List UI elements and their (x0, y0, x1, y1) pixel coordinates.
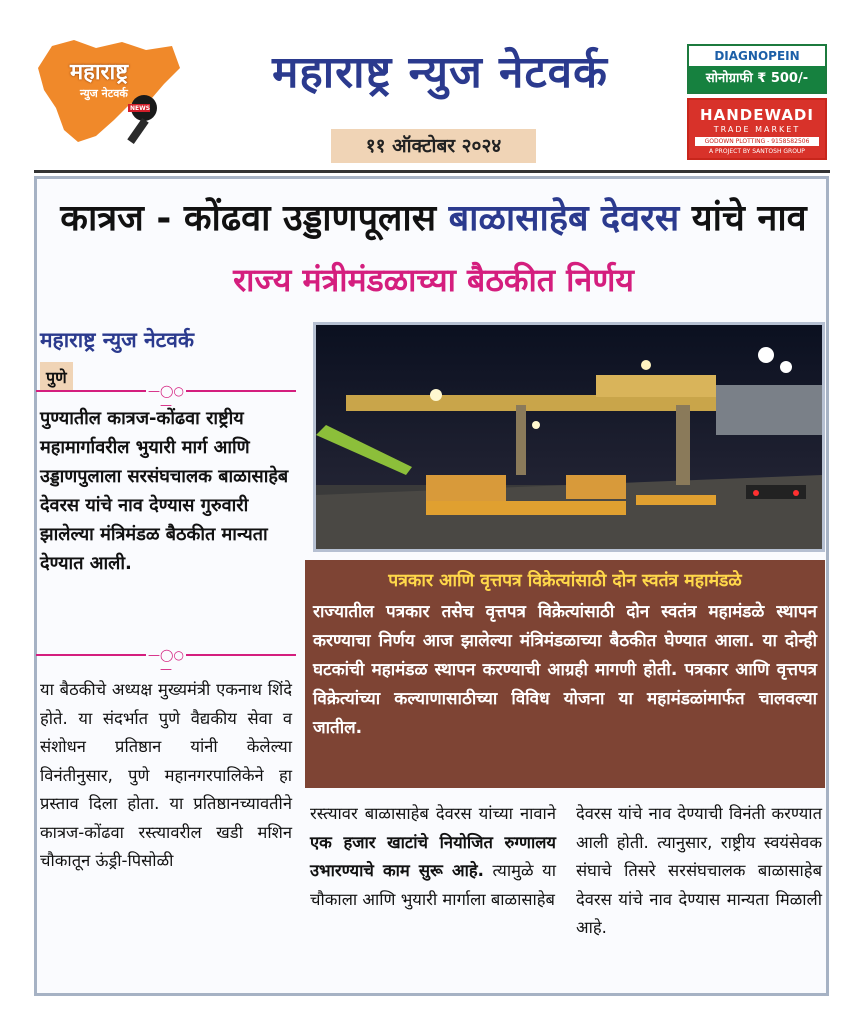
ad-handewadi[interactable] (687, 98, 827, 160)
body-column-1: या बैठकीचे अध्यक्ष मुख्यमंत्री एकनाथ शिंदे होते. या संदर्भात पुणे वैद्यकीय सेवा व संशोधन प्रतिष्ठान यांनी केलेल्या विनंतीनुसार, पुणे महानगरपालिकेने हा प्रस्ताव दिला होता. या प्रतिष्ठानच्यावतीने कात्रज-कोंढवा रस्त्यावरील खडी मशिन चौकातून ऊंड्री-पिसोळी (40, 680, 292, 870)
ad-diagnopein-offer: सोनोग्राफी ₹ 500/- (689, 66, 825, 92)
flyover-photo (313, 322, 825, 552)
byline: महाराष्ट्र न्युज नेटवर्क (40, 328, 195, 352)
ad-diagnopein-name: DIAGNOPEIN (714, 49, 800, 63)
divider-ornament-icon: —◯○— (146, 384, 186, 398)
ad-handewadi-name: HANDEWADI (700, 106, 814, 124)
dateline: पुणे (40, 362, 73, 392)
flyover-construction-image (316, 325, 822, 549)
body-column-2-text-b: त्यामुळे या चौकाला आणि भुयारी मार्गाला बाळासाहेब (310, 861, 556, 909)
headline-part2: यांचे नाव (679, 198, 807, 239)
ad-handewadi-sub: TRADE MARKET (713, 125, 801, 134)
lead-paragraph: पुण्यातील कात्रज-कोंढवा राष्ट्रीय महामार्गावरील भुयारी मार्ग आणि उड्डाणपुलाला सरसंघचालक बाळासाहेब देवरस यांचे नाव देण्यास गुरुवारी झालेल्या मंत्रिमंडळ बैठकीत मान्यता देण्यात आली. (40, 408, 289, 574)
divider-ornament-icon: —◯○— (146, 648, 186, 662)
body-column-2-text-a: रस्त्यावर बाळासाहेब देवरस यांच्या नावाने (310, 804, 556, 823)
box-title: पत्रकार आणि वृत्तपत्र विक्रेत्यांसाठी दोन स्वतंत्र महामंडळे (388, 571, 742, 591)
logo-subtitle: न्युज नेटवर्क (80, 87, 128, 100)
logo-title: महाराष्ट्र (70, 60, 129, 85)
masthead-rule (34, 170, 830, 173)
issue-date: ११ ऑक्टोबर २०२४ (331, 129, 536, 163)
divider-bottom (36, 648, 296, 676)
body-column-2 (310, 800, 556, 914)
body-column-3: देवरस यांचे नाव देण्याची विनंती करण्यात आली होती. त्यानुसार, राष्ट्रीय स्वयंसेवक संघाचे तिसरे सरसंघचालक बाळासाहेब देवरस यांचे नाव देण्यास मान्यता मिळाली आहे. (576, 804, 822, 937)
masthead-title: महाराष्ट्र न्युज नेटवर्क (272, 47, 608, 98)
ad-handewadi-project: A PROJECT BY SANTOSH GROUP (709, 148, 805, 155)
logo (34, 38, 184, 146)
sidebar-story-box (305, 560, 825, 788)
divider-top (36, 384, 296, 412)
box-text: राज्यातील पत्रकार तसेच वृत्तपत्र विक्रेत्यांसाठी दोन स्वतंत्र महामंडळे स्थापन करण्याचा निर्णय आज झालेल्या मंत्रिमंडळाच्या बैठकीत घेण्यात आला. या दोन्ही घटकांची महामंडळ स्थापन करण्याची आग्रही मागणी होती. पत्रकार आणि वृत्तपत्र विक्रेत्यांच्या कल्याणासाठीच्या विविध योजना या महामंडळांमार्फत चालवल्या जातील. (313, 602, 817, 738)
body-column-2-bold: एक हजार खाटांचे नियोजित रुग्णालय उभारण्याचे काम सुरू आहे. (310, 832, 556, 880)
headline (36, 192, 831, 241)
logo-mic-badge: NEWS (129, 105, 151, 112)
subheadline: राज्य मंत्रीमंडळाच्या बैठकीत निर्णय (233, 261, 634, 299)
headline-highlight: बाळासाहेब देवरस (448, 198, 680, 239)
ad-diagnopein[interactable] (687, 44, 827, 94)
ad-handewadi-strip: GODOWN PLOTTING - 9158582506 (695, 137, 819, 146)
headline-part1: कात्रज - कोंढवा उड्डाणपूलास (60, 198, 449, 239)
